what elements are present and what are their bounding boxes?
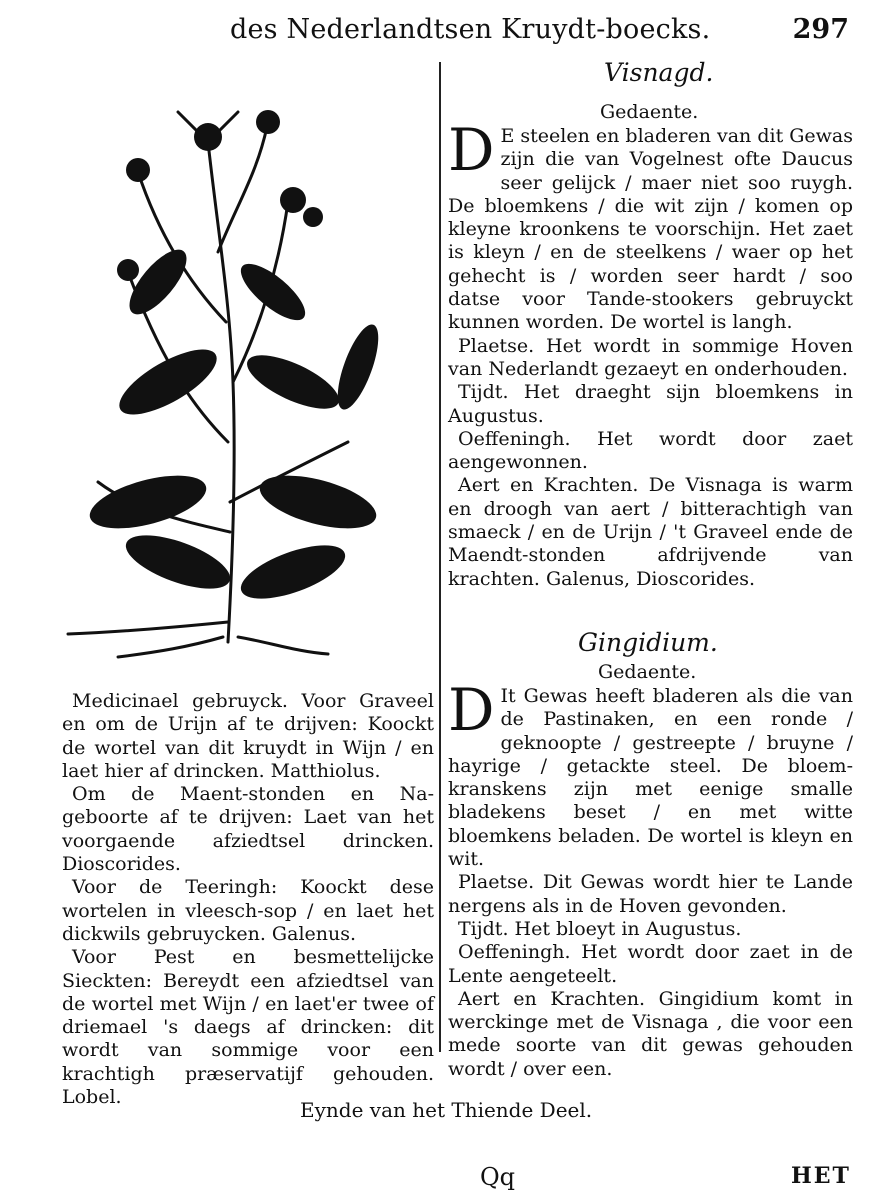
section-title: Gingidium. — [578, 628, 718, 657]
paragraph-aert: Aert en Krachten. De Visnaga is warm en droogh van aert / bitterachtigh van smaeck / en de Urijn / 't Graveel ende de Maendt-stonden afdrijvende van krachten. Galenus, Dioscorides. — [448, 474, 853, 590]
column-divider — [439, 62, 441, 1052]
signature-mark: Qq — [480, 1163, 516, 1191]
paragraph-oeffeningh: Oeffeningh. Het wordt door zaet aengewonnen. — [448, 427, 853, 474]
paragraph-pest: Voor Pest en besmettelijcke Sieckten: Bereydt een afziedtsel van de wortel met Wijn / en laet'er twee of driemael 's daegs af drincken: dit wordt van sommige voor een krachtigh præservatijf gehouden. Lobel. — [62, 946, 434, 1109]
catchword: HET — [791, 1163, 851, 1189]
end-note: Eynde van het Thiende Deel. — [300, 1098, 593, 1122]
paragraph-oeffeningh: Oeffeningh. Het wordt door zaet in de Lente aengeteelt. — [448, 941, 853, 987]
section-title: Visnagd. — [604, 58, 714, 87]
paragraph-gedaente: E steelen en bladeren van dit Gewas zijn die van Vogelnest ofte Daucus seer gelijck / maer niet soo ruygh. De bloemkens / die wit zijn / komen op kleyne kroonkens te voorschijn. Het zaet is kleyn / en de steelkens / waer op het gehecht is / worden seer hardt / soo datse voor Tande-stookers gebruyckt kunnen worden. De wortel is langh. — [448, 125, 854, 334]
paragraph-tijdt: Tijdt. Het bloeyt in Augustus. — [458, 917, 742, 940]
paragraph-teeringh: Voor de Teeringh: Koockt dese wortelen in vleesch-sop / en laet het dickwils gebruycken. Galenus. — [62, 876, 434, 945]
plant-woodcut-icon — [58, 82, 398, 662]
medicinal-use-text — [62, 690, 434, 1109]
section-visnaga — [448, 58, 853, 591]
drop-cap: D — [448, 676, 495, 744]
paragraph-graveel: Medicinael gebruyck. Voor Graveel en om de Urijn af te drijven: Koockt de wortel van dit kruydt in Wijn / en laet hier af drincken. Matthiolus. — [62, 690, 434, 782]
section-gingidium — [448, 628, 853, 1081]
paragraph-gedaente: It Gewas heeft bladeren als die van de Pastinaken, en een ronde / geknoopte / gestreepte / bruyne / hayrige / getackte steel. De bloem-kranskens zijn met eenige smalle bladekens beset / en met witte bloemkens beladen. De wortel is kleyn en wit. — [448, 685, 853, 871]
page-number: 297 — [792, 14, 849, 45]
running-title: des Nederlandtsen Kruydt-boecks. — [230, 14, 711, 45]
paragraph-tijdt: Tijdt. Het draeght sijn bloemkens in Augustus. — [448, 381, 853, 427]
paragraph-plaetse: Plaetse. Dit Gewas wordt hier te Lande nergens als in de Hoven gevonden. — [448, 871, 853, 917]
section-subtitle: Gedaente. — [600, 101, 699, 123]
paragraph-plaetse: Plaetse. Het wordt in sommige Hoven van Nederlandt gezaeyt en onderhouden. — [448, 334, 853, 380]
section-subtitle: Gedaente. — [598, 661, 697, 683]
paragraph-maent-stonden: Om de Maent-stonden en Na-geboorte af te drijven: Laet van het voorgaende afziedtsel drincken. Dioscorides. — [62, 783, 434, 876]
paragraph-aert: Aert en Krachten. Gingidium komt in werckinge met de Visnaga , die voor een mede soorte van dit gewas gehouden wordt / over een. — [448, 987, 853, 1080]
drop-cap: D — [448, 116, 495, 184]
